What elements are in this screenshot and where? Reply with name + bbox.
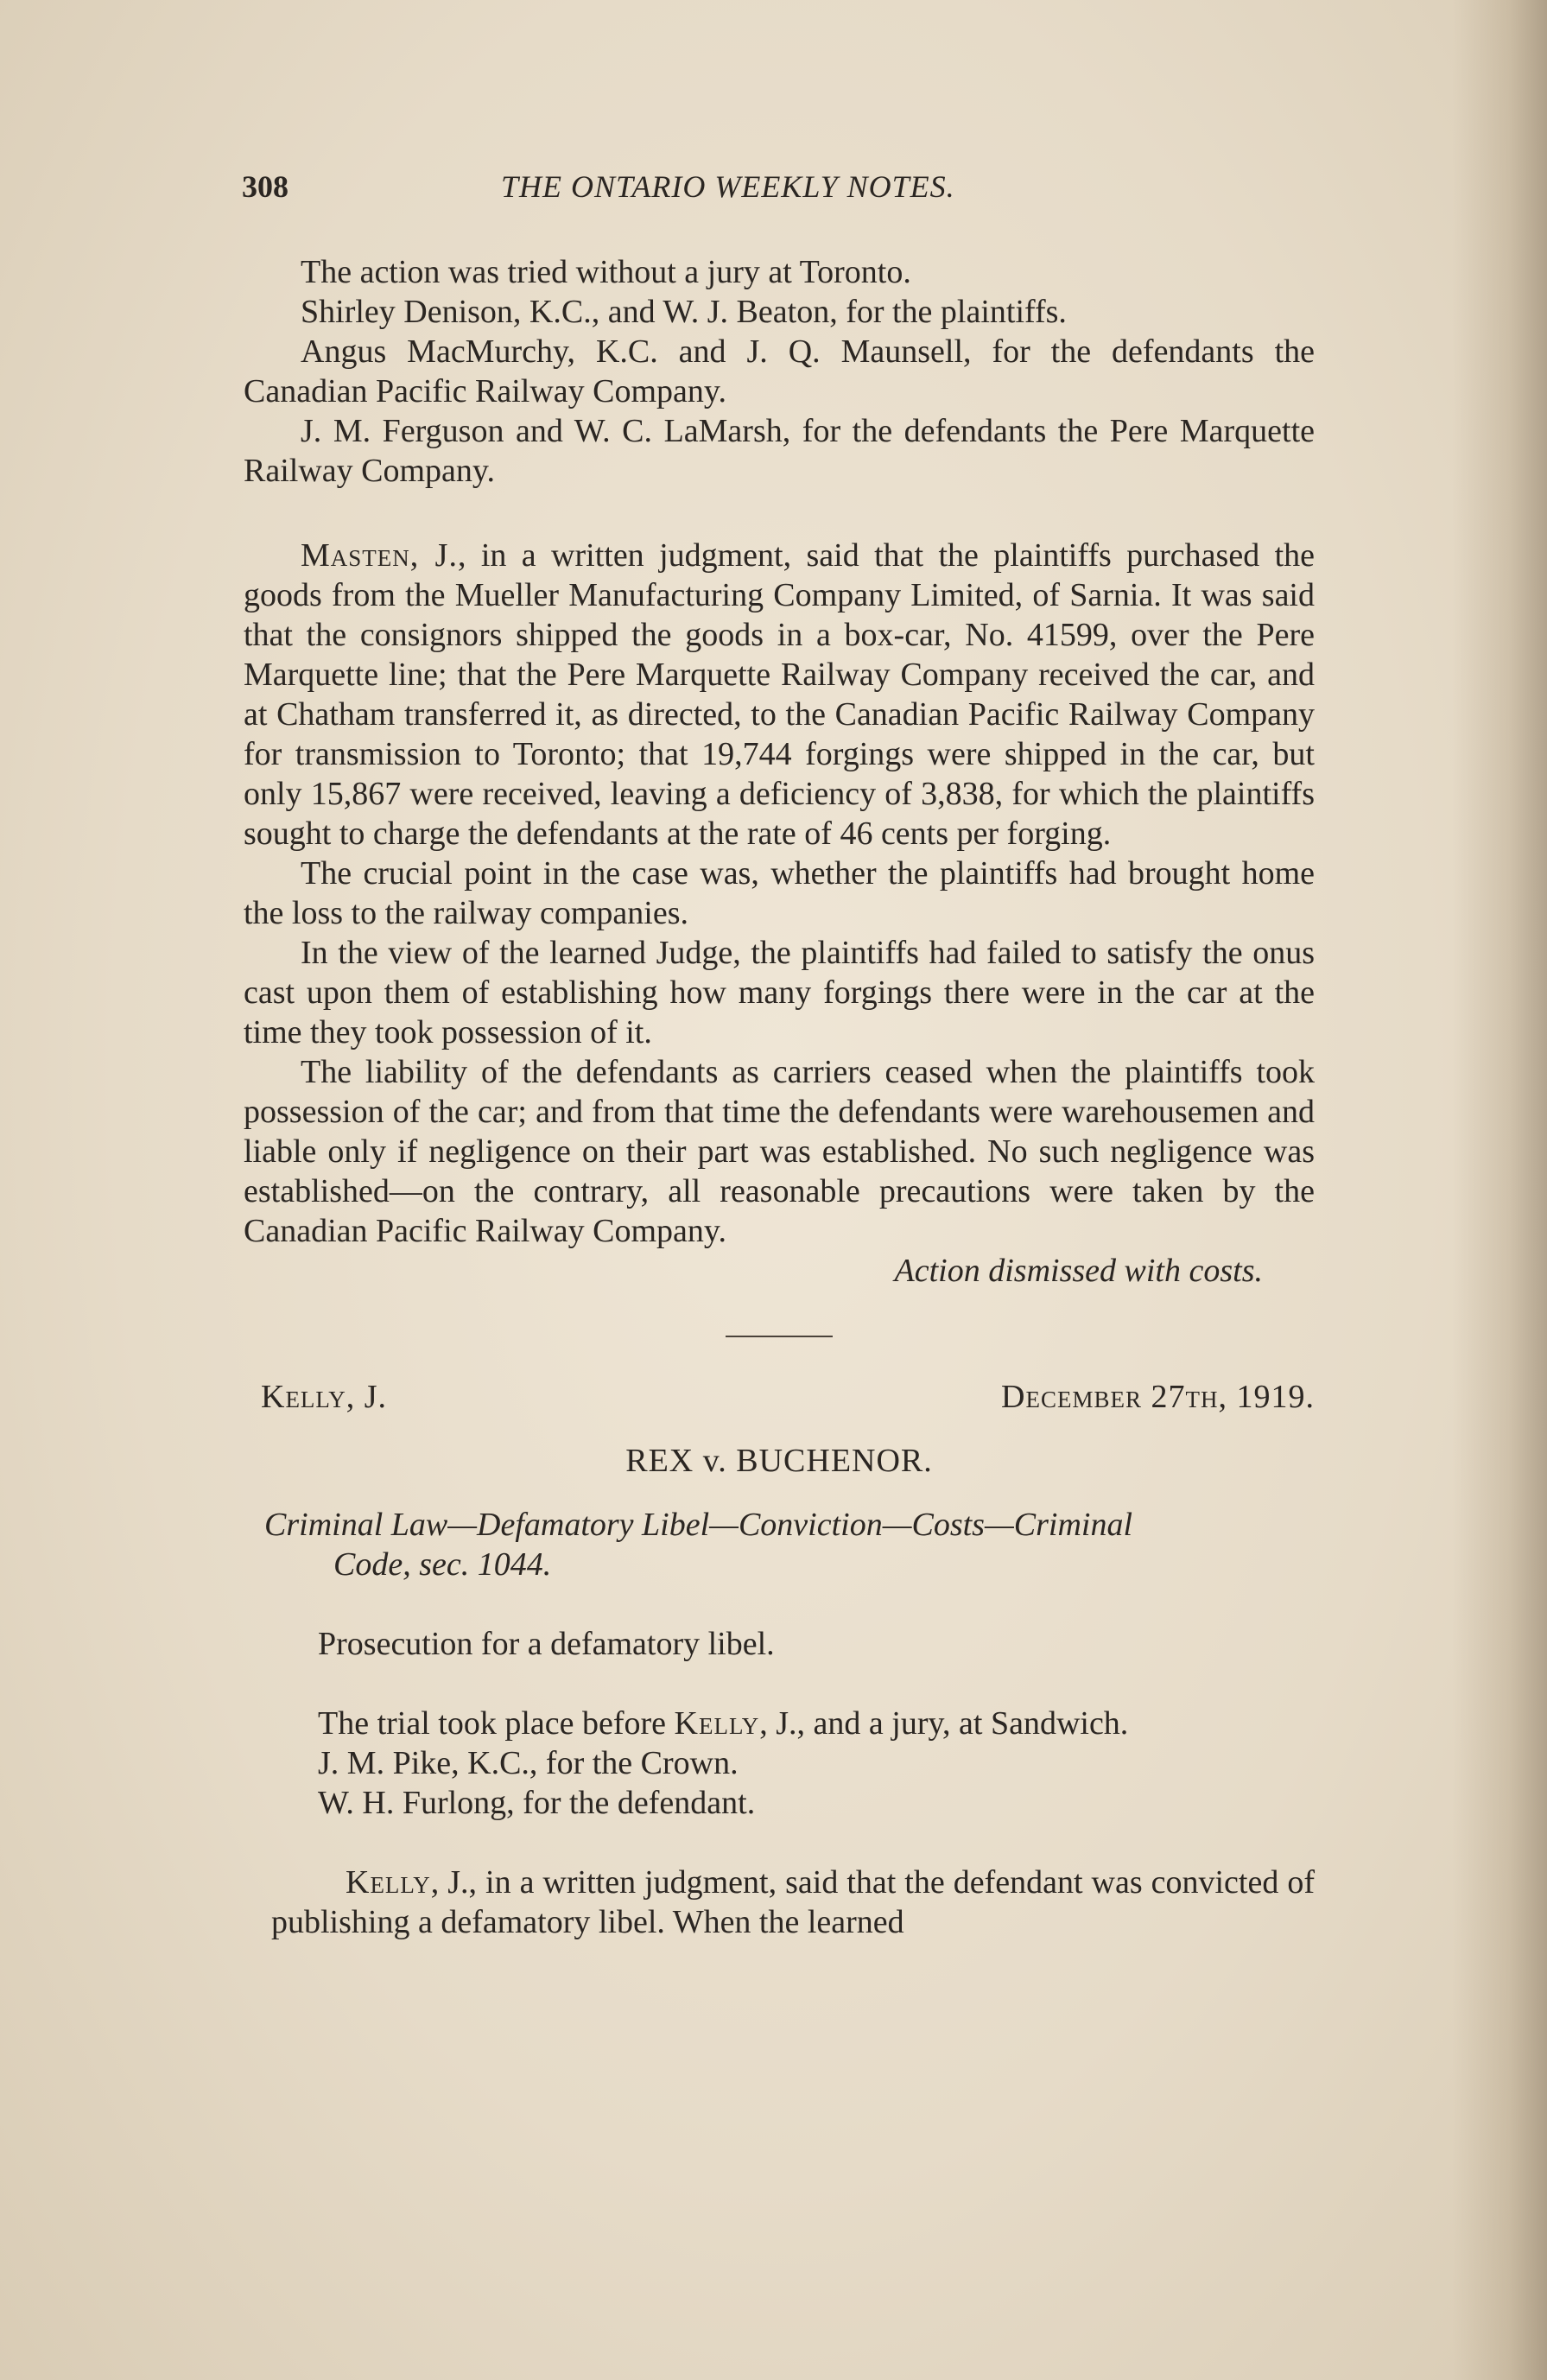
counsel-cpr: Angus MacMurchy, K.C. and J. Q. Maunsell, for the defendants the Canadian Pacific Railway Company.: [244, 333, 1315, 409]
spacer: [244, 1584, 1315, 1624]
case-date: December 27th, 1919.: [1001, 1379, 1315, 1415]
judgment-paragraph-4: The liability of the defendants as carriers ceased when the plaintiffs took possession of the car; and from that time the defendants were warehousemen and liable only if negligence on their part was established. No such negligence was established—on the contrary, all reasonable precautions were taken by the Canadian Pacific Railway Company.: [244, 1054, 1315, 1249]
judgment-text-1: , in a written judgment, said that the plaintiffs purchased the goods from the Mueller Manufacturing Company Limited, of Sarnia. It was said that the consignors shipped the goods in a box-car, No. 41599, over the Pere Marquette line; that the Pere Marquette Railway Company received the car, and at Chatham transferred it, as directed, to the Canadian Pacific Railway Company for transmission to Toronto; that 19,744 forgings were shipped in the car, but only 15,867 were received, leaving a deficiency of 3,838, for which the plaintiffs sought to charge the defendants at the rate of 46 cents per forging.: [244, 537, 1316, 852]
spacer: [244, 491, 1315, 536]
judgment-paragraph-2: The crucial point in the case was, whether the plaintiffs had brought home the loss to the railway companies.: [244, 855, 1315, 931]
judgment-paragraph-3: In the view of the learned Judge, the plaintiffs had failed to satisfy the onus cast upon them of establishing how many forgings there were in the car at the time they took possession of it.: [244, 935, 1315, 1050]
trial-pre: The trial took place before: [318, 1705, 675, 1742]
judgment-start-text: , J., in a written judgment, said that the defendant was convicted of publishing a defamatory libel. When the learned: [271, 1864, 1315, 1940]
counsel-crown: J. M. Pike, K.C., for the Crown.: [318, 1745, 739, 1781]
page-number: 308: [242, 169, 288, 204]
trial-place-line: [244, 1704, 1315, 1743]
judgment-judge-name: Kelly: [346, 1864, 431, 1901]
counsel-defendant: W. H. Furlong, for the defendant.: [318, 1785, 756, 1821]
dateline: [244, 1377, 1315, 1417]
counsel-plaintiffs: Shirley Denison, K.C., and W. J. Beaton, for the plaintiffs.: [301, 294, 1067, 330]
spacer: [244, 1417, 1315, 1441]
judge-name: Masten, J.: [301, 537, 458, 574]
headnote-line-1: Criminal Law—Defamatory Libel—Conviction—Costs—Criminal: [264, 1507, 1132, 1543]
section-divider: [726, 1336, 833, 1337]
spacer: [244, 1664, 1315, 1704]
page-spine-shadow: [1452, 0, 1547, 2380]
counsel-pere-marquette: J. M. Ferguson and W. C. LaMarsh, for the defendants the Pere Marquette Railway Company.: [244, 413, 1315, 489]
case-title: REX v. BUCHENOR.: [625, 1443, 933, 1479]
running-head: THE ONTARIO WEEKLY NOTES.: [501, 169, 955, 204]
trial-judge: Kelly: [674, 1705, 760, 1742]
trial-line: The action was tried without a jury at Toronto.: [301, 254, 911, 290]
page-header: [242, 168, 1322, 212]
judgment-start: [244, 1863, 1315, 1942]
spacer: [244, 1823, 1315, 1863]
headnote-line-2: Code, sec. 1044.: [333, 1546, 552, 1583]
case-judge: Kelly, J.: [261, 1379, 388, 1415]
prosecution-line: Prosecution for a defamatory libel.: [318, 1626, 775, 1662]
verdict: Action dismissed with costs.: [894, 1253, 1263, 1289]
judgment-paragraph-1: [244, 536, 1315, 854]
page-body: [244, 252, 1315, 1942]
trial-post: , J., and a jury, at Sandwich.: [759, 1705, 1129, 1742]
spacer: [244, 1481, 1315, 1505]
